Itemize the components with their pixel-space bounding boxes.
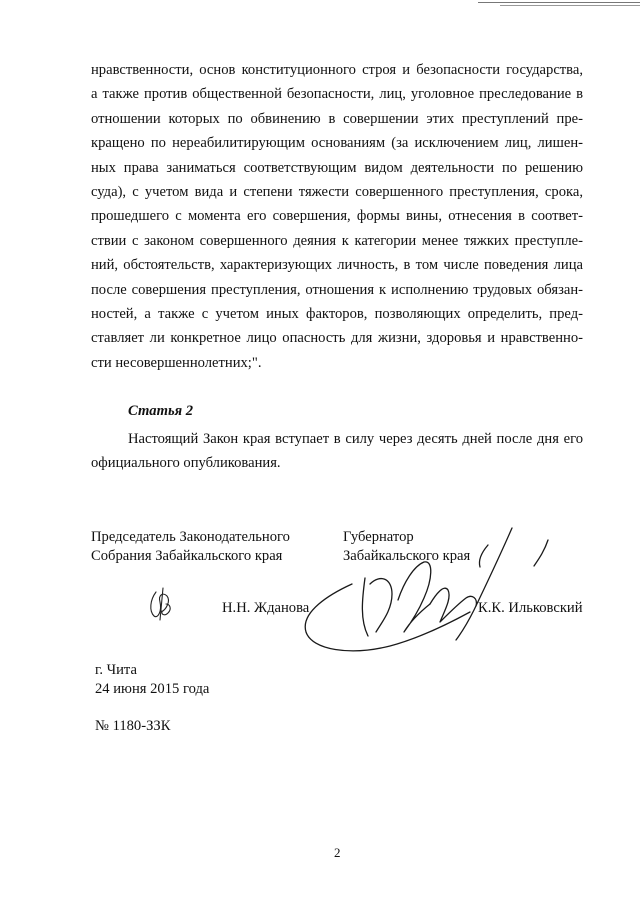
paragraph-line: ностей, а также с учетом иных факторов, позволяющих определить, пред- — [91, 306, 583, 323]
right-title-line: Губернатор — [343, 529, 414, 545]
left-signatory-title — [91, 528, 290, 566]
paragraph-line: прошедшего с момента его совершения, формы вины, отнесения в соответ- — [91, 208, 583, 225]
place-of-signing: г. Чита — [95, 662, 137, 678]
page-number: 2 — [334, 845, 341, 860]
left-signature-mark — [151, 588, 170, 620]
right-signatory-title — [343, 528, 470, 566]
top-border-line — [478, 2, 640, 3]
left-title-line: Председатель Законодательного — [91, 529, 290, 545]
law-number: № 1180-ЗЗК — [95, 718, 171, 734]
paragraph-line: после совершения преступления, отношения к исполнению трудовых обязан- — [91, 281, 583, 298]
article-paragraph — [91, 427, 583, 476]
paragraph-line: ных права заниматься соответствующим видом деятельности по решению — [91, 159, 583, 176]
top-border-line — [500, 5, 640, 6]
paragraph-line: нравственности, основ конституционного строя и безопасности государства, — [91, 62, 583, 78]
article-line: официального опубликования. — [91, 455, 281, 472]
article-line: Настоящий Закон края вступает в силу через десять дней после дня его — [128, 431, 583, 447]
body-paragraph — [91, 58, 583, 375]
paragraph-line: ний, обстоятельств, характеризующих личность, в том числе поведения лица — [91, 257, 583, 274]
paragraph-line: суда), с учетом вида и степени тяжести совершенного преступления, срока, — [91, 184, 583, 201]
paragraph-line: ствии с законом совершенного деяния к категории менее тяжких преступле- — [91, 232, 583, 249]
left-title-line: Собрания Забайкальского края — [91, 548, 283, 564]
article-heading: Статья 2 — [128, 403, 194, 419]
paragraph-line: ставляет ли конкретное лицо опасность для жизни, здоровья и нравственно- — [91, 330, 583, 347]
right-title-line: Забайкальского края — [343, 548, 471, 564]
paragraph-line: сти несовершеннолетних;". — [91, 354, 262, 371]
paragraph-line: отношении которых по обвинению в совершении этих преступлений пре- — [91, 110, 583, 127]
left-signatory-name: Н.Н. Жданова — [222, 600, 310, 616]
paragraph-line: а также против общественной безопасности, лиц, уголовное преследование в — [91, 86, 583, 103]
right-signatory-name: К.К. Ильковский — [478, 600, 583, 616]
paragraph-line: кращено по нереабилитирующим основаниям (за исключением лиц, лишен- — [91, 135, 583, 152]
signing-date: 24 июня 2015 года — [95, 681, 210, 697]
